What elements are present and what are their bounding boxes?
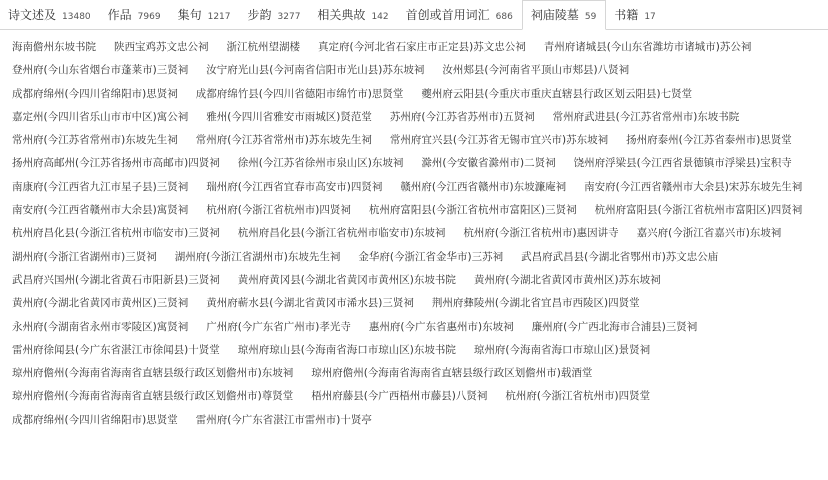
shrine-link[interactable]: 杭州府(今浙江省杭州市)四贤祠: [206, 204, 351, 217]
shrine-link[interactable]: 饶州府浮梁县(今江西省景德镇市浮梁县)宝积寺: [573, 157, 792, 170]
shrine-link[interactable]: 扬州府高邮州(今江苏省扬州市高邮市)四贤祠: [12, 157, 220, 170]
tab-4[interactable]: [309, 1, 397, 29]
shrine-link[interactable]: 嘉定州(今四川省乐山市市中区)寓公祠: [12, 110, 189, 123]
shrine-link[interactable]: 荆州府彝陵州(今湖北省宜昌市西陵区)四贤堂: [431, 297, 640, 310]
shrine-link[interactable]: 南康府(今江西省九江市星子县)三贤祠: [12, 180, 189, 193]
shrine-link[interactable]: 汝宁府光山县(今河南省信阳市光山县)苏东坡祠: [206, 64, 425, 77]
tab-0[interactable]: [0, 1, 100, 29]
tab-label: 作品: [107, 8, 132, 22]
shrine-link[interactable]: 瑞州府(今江西省宜春市高安市)四贤祠: [206, 180, 383, 193]
shrine-link[interactable]: 琼州府儋州(今海南省海南省直辖县级行政区划儋州市)东坡祠: [12, 367, 294, 380]
tab-label: 诗文述及: [8, 8, 57, 22]
shrine-link[interactable]: 黄州府(今湖北省黄冈市黄州区)苏东坡祠: [473, 273, 661, 286]
tab-count: 142: [371, 12, 389, 22]
tab-3[interactable]: [240, 1, 310, 29]
shrine-link[interactable]: 武昌府武昌县(今湖北省鄂州市)苏文忠公庙: [521, 250, 719, 263]
shrine-link[interactable]: 梧州府藤县(今广西梧州市藤县)八贤祠: [311, 390, 488, 403]
tab-6[interactable]: [522, 0, 606, 30]
tab-count: 3277: [277, 12, 301, 22]
tab-count: 59: [584, 12, 597, 22]
tab-label: 集句: [177, 8, 202, 22]
tab-5[interactable]: [398, 1, 522, 29]
shrine-link[interactable]: 琼州府琼山县(今海南省海口市琼山区)东坡书院: [237, 343, 456, 356]
shrine-link[interactable]: 嘉兴府(今浙江省嘉兴市)东坡祠: [636, 227, 782, 240]
shrine-link[interactable]: 杭州府昌化县(今浙江省杭州市临安市)三贤祠: [12, 227, 220, 240]
tab-count: 17: [644, 12, 656, 22]
shrine-link[interactable]: 武昌府兴国州(今湖北省黄石市阳新县)三贤祠: [12, 273, 220, 286]
shrine-link[interactable]: 金华府(今浙江省金华市)三苏祠: [358, 250, 504, 263]
shrine-link[interactable]: 琼州府儋州(今海南省海南省直辖县级行政区划儋州市)载酒堂: [311, 367, 593, 380]
shrine-link[interactable]: 滁州(今安徽省滁州市)二贤祠: [421, 157, 556, 170]
shrine-link[interactable]: 湖州府(今浙江省湖州市)三贤祠: [12, 250, 157, 263]
shrine-link[interactable]: 常州府宜兴县(今江苏省无锡市宜兴市)苏东坡祠: [389, 134, 609, 147]
shrine-link[interactable]: 杭州府富阳县(今浙江省杭州市富阳区)三贤祠: [368, 204, 577, 217]
tab-label: 步韵: [247, 8, 272, 22]
shrine-link[interactable]: 海南儋州东坡书院: [12, 41, 96, 53]
shrine-link[interactable]: 琼州府(今海南省海口市琼山区)景贤祠: [473, 343, 651, 356]
shrine-link[interactable]: 黄州府(今湖北省黄冈市黄州区)三贤祠: [12, 297, 189, 310]
tab-label: 首创或首用词汇: [405, 8, 490, 22]
shrine-link[interactable]: 黄州府黄冈县(今湖北省黄冈市黄州区)东坡书院: [237, 273, 456, 286]
shrine-link[interactable]: 惠州府(今广东省惠州市)东坡祠: [368, 320, 514, 333]
shrine-link[interactable]: 真定府(今河北省石家庄市正定县)苏文忠公祠: [318, 41, 526, 53]
shrine-link[interactable]: 青州府诸城县(今山东省潍坊市诸城市)苏公祠: [543, 41, 752, 53]
shrine-link[interactable]: 南安府(今江西省赣州市大余县)寓贤祠: [12, 204, 189, 217]
shrine-link[interactable]: 雷州府(今广东省湛江市雷州市)十贤亭: [195, 413, 372, 426]
shrine-link[interactable]: 汝州郏县(今河南省平顶山市郏县)八贤祠: [442, 64, 630, 77]
shrine-link[interactable]: 扬州府泰州(今江苏省泰州市)思贤堂: [626, 134, 792, 147]
shrine-link[interactable]: 琼州府儋州(今海南省海南省直辖县级行政区划儋州市)尊贤堂: [12, 390, 294, 403]
tab-1[interactable]: [100, 1, 170, 29]
shrine-link[interactable]: 湖州府(今浙江省湖州市)东坡先生祠: [174, 250, 341, 263]
tab-2[interactable]: [170, 1, 240, 29]
shrine-link[interactable]: 成都府绵州(今四川省绵阳市)思贤堂: [12, 413, 178, 426]
tab-count: 686: [495, 12, 513, 22]
shrine-link[interactable]: 登州府(今山东省烟台市蓬莱市)三贤祠: [12, 64, 189, 77]
shrine-link[interactable]: 雅州(今四川省雅安市雨城区)贤范堂: [206, 110, 372, 123]
shrine-link[interactable]: 廉州府(今广西北海市合浦县)三贤祠: [531, 320, 698, 333]
shrine-link[interactable]: 杭州府富阳县(今浙江省杭州市富阳区)四贤祠: [594, 204, 803, 217]
shrine-link[interactable]: 杭州府昌化县(今浙江省杭州市临安市)东坡祠: [237, 227, 446, 240]
tab-count: 13480: [62, 12, 91, 22]
tab-label: 祠庙陵墓: [530, 8, 579, 22]
shrine-link[interactable]: 常州府武进县(今江苏省常州市)东坡书院: [552, 110, 740, 123]
tab-label: 书籍: [614, 8, 639, 22]
shrine-link[interactable]: 常州府(今江苏省常州市)苏东坡先生祠: [195, 134, 372, 147]
shrine-link[interactable]: 徐州(今江苏省徐州市泉山区)东坡祠: [237, 157, 404, 170]
shrine-link[interactable]: 广州府(今广东省广州市)孝光寺: [206, 320, 351, 333]
shrine-link[interactable]: 成都府绵竹县(今四川省德阳市绵竹市)思贤堂: [195, 87, 404, 100]
tab-7[interactable]: [606, 1, 664, 29]
shrine-link[interactable]: 永州府(今湖南省永州市零陵区)寓贤祠: [12, 320, 189, 333]
tab-count: 1217: [207, 12, 231, 22]
tab-label: 相关典故: [317, 8, 366, 22]
shrine-link[interactable]: 赣州府(今江西省赣州市)东坡濂庵祠: [400, 180, 567, 193]
tab-count: 7969: [137, 12, 161, 22]
shrine-link[interactable]: 雷州府徐闻县(今广东省湛江市徐闻县)十贤堂: [12, 343, 220, 356]
shrine-link[interactable]: 杭州府(今浙江省杭州市)惠因讲寺: [463, 227, 619, 240]
shrine-link[interactable]: 南安府(今江西省赣州市大余县)宋苏东坡先生祠: [584, 180, 803, 193]
shrine-link[interactable]: 夔州府云阳县(今重庆市重庆直辖县行政区划云阳县)七贤堂: [421, 87, 693, 100]
shrine-link[interactable]: 常州府(今江苏省常州市)东坡先生祠: [12, 134, 178, 147]
shrine-link[interactable]: 陕西宝鸡苏文忠公祠: [114, 41, 209, 53]
shrine-link[interactable]: 黄州府蕲水县(今湖北省黄冈市浠水县)三贤祠: [206, 297, 414, 310]
shrine-link[interactable]: 成都府绵州(今四川省绵阳市)思贤祠: [12, 87, 178, 100]
shrine-link[interactable]: 杭州府(今浙江省杭州市)四贤堂: [505, 390, 651, 403]
shrine-list: [0, 30, 828, 432]
shrine-link[interactable]: 苏州府(今江苏省苏州市)五贤祠: [389, 110, 535, 123]
shrine-link[interactable]: 浙江杭州望湖楼: [226, 41, 300, 53]
tab-bar: [0, 0, 828, 30]
